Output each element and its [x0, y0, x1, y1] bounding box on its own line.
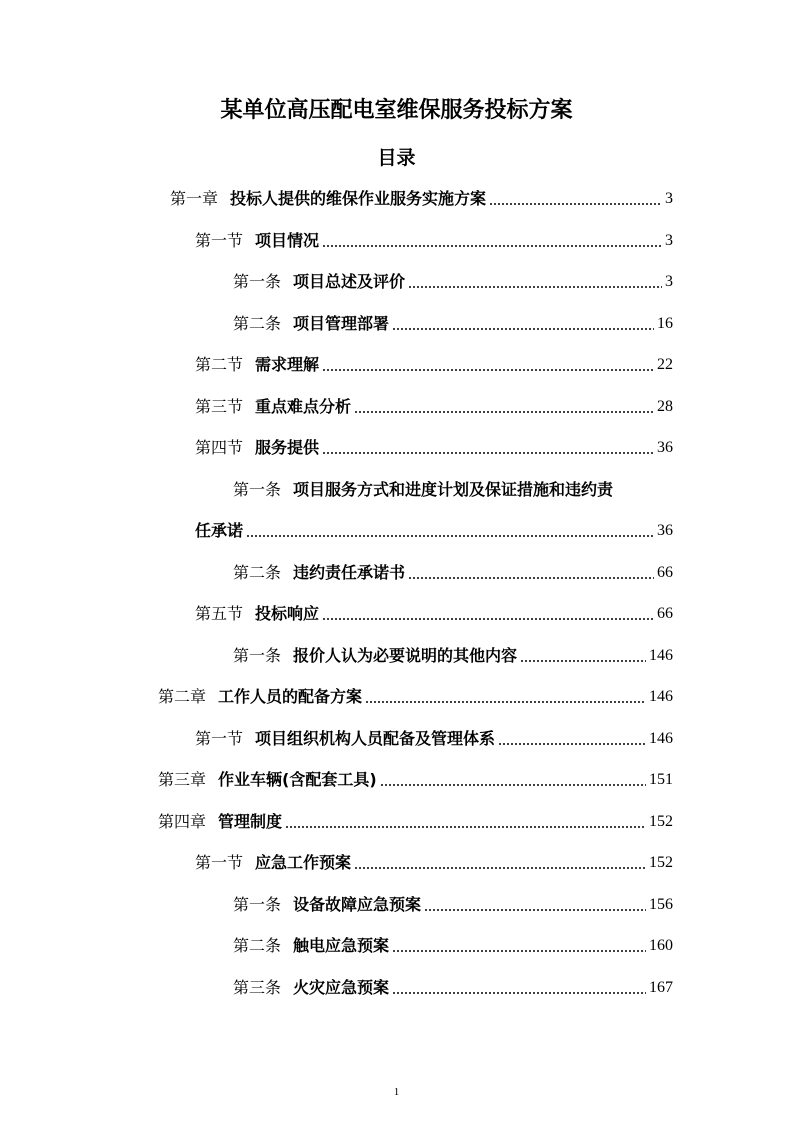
toc-leader-dots — [408, 286, 662, 288]
toc-entry-section[interactable] — [195, 350, 673, 376]
toc-leader-dots — [246, 535, 654, 537]
toc-entry-page: 3 — [665, 232, 673, 249]
toc-entry-text: 项目组织机构人员配备及管理体系 — [255, 729, 496, 748]
toc-entry-number: 第三条 — [233, 978, 282, 997]
toc-entry-page: 3 — [665, 273, 673, 290]
toc-entry-number: 第二条 — [233, 314, 282, 333]
toc-entry-text: 触电应急预案 — [293, 936, 390, 955]
toc-entry-text: 设备故障应急预案 — [293, 895, 422, 914]
toc-leader-dots — [322, 452, 654, 454]
toc-entry-article[interactable] — [233, 931, 673, 957]
toc-entry-chapter[interactable] — [158, 807, 673, 833]
toc-entry-text: 服务提供 — [255, 438, 320, 457]
toc-entry-page: 36 — [657, 522, 673, 539]
toc-leader-dots — [354, 867, 646, 869]
toc-leader-dots — [365, 701, 646, 703]
toc-entry-chapter[interactable] — [158, 765, 673, 791]
toc-leader-dots — [322, 245, 662, 247]
toc-entry-text: 管理制度 — [218, 812, 283, 831]
toc-entry-page: 160 — [649, 937, 673, 954]
toc-entry-page: 146 — [649, 730, 673, 747]
toc-entry-page: 152 — [649, 813, 673, 830]
toc-entry-page: 22 — [657, 356, 673, 373]
toc-entry-continuation[interactable] — [195, 516, 673, 542]
toc-entry-text: 投标响应 — [255, 604, 320, 623]
toc-entry-text: 报价人认为必要说明的其他内容 — [293, 646, 518, 665]
toc-entry-section[interactable] — [195, 433, 673, 459]
toc-entry-text: 需求理解 — [255, 355, 320, 374]
toc-entry-number: 第一条 — [233, 895, 282, 914]
toc-entry-number: 第一节 — [195, 231, 244, 250]
toc-leader-dots — [424, 909, 646, 911]
toc-leader-dots — [322, 369, 654, 371]
toc-entry-text: 作业车辆(含配套工具) — [218, 770, 377, 789]
toc-entry-number: 第一条 — [233, 646, 282, 665]
toc-entry-number: 第二条 — [233, 936, 282, 955]
toc-entry-number: 第一节 — [195, 853, 244, 872]
toc-entry-page: 66 — [657, 564, 673, 581]
toc-entry-text: 应急工作预案 — [255, 853, 352, 872]
toc-entry-section[interactable] — [195, 226, 673, 252]
toc-entry-text: 任承诺 — [195, 521, 244, 540]
document-title: 某单位高压配电室维保服务投标方案 — [220, 98, 573, 123]
toc-entry-text: 项目服务方式和进度计划及保证措施和违约责 — [293, 480, 614, 499]
toc-entry-section[interactable] — [195, 724, 673, 750]
toc-entry-page: 16 — [657, 315, 673, 332]
toc-entry-text: 投标人提供的维保作业服务实施方案 — [230, 189, 487, 208]
toc-entry-page: 146 — [649, 688, 673, 705]
toc-entry-page: 156 — [649, 896, 673, 913]
toc-leader-dots — [408, 577, 654, 579]
toc-leader-dots — [392, 992, 646, 994]
toc-entry-number: 第五节 — [195, 604, 244, 623]
toc-entry-article[interactable] — [233, 558, 673, 584]
toc-entry-section[interactable] — [195, 848, 673, 874]
toc-entry-page: 3 — [665, 190, 673, 207]
toc-leader-dots — [498, 743, 646, 745]
toc-entry-page: 28 — [657, 398, 673, 415]
toc-entry-article[interactable] — [233, 475, 673, 501]
toc-entry-page: 66 — [657, 605, 673, 622]
toc-entry-number: 第一节 — [195, 729, 244, 748]
toc-entry-page: 167 — [649, 979, 673, 996]
toc-entry-chapter[interactable] — [158, 682, 673, 708]
toc-leader-dots — [380, 784, 646, 786]
toc-entry-article[interactable] — [233, 267, 673, 293]
toc-entry-text: 项目总述及评价 — [293, 272, 406, 291]
toc-entry-page: 152 — [649, 854, 673, 871]
toc-entry-section[interactable] — [195, 599, 673, 625]
toc-entry-article[interactable] — [233, 641, 673, 667]
toc-entry-number: 第三节 — [195, 397, 244, 416]
toc-leader-dots — [322, 618, 654, 620]
toc-entry-number: 第二章 — [158, 687, 207, 706]
toc-entry-number: 第三章 — [158, 770, 207, 789]
toc-leader-dots — [392, 950, 646, 952]
toc-entry-article[interactable] — [233, 973, 673, 999]
toc-leader-dots — [392, 328, 654, 330]
toc-leader-dots — [520, 660, 646, 662]
toc-entry-page: 151 — [649, 771, 673, 788]
toc-leader-dots — [354, 411, 654, 413]
toc-entry-page: 36 — [657, 439, 673, 456]
toc-entry-chapter[interactable] — [170, 184, 673, 210]
toc-entry-text: 火灾应急预案 — [293, 978, 390, 997]
toc-leader-dots — [285, 826, 646, 828]
toc-entry-article[interactable] — [233, 890, 673, 916]
toc-heading: 目录 — [377, 147, 416, 169]
toc-entry-number: 第四节 — [195, 438, 244, 457]
toc-entry-number: 第一章 — [170, 189, 219, 208]
toc-entry-page: 146 — [649, 647, 673, 664]
toc-entry-text: 重点难点分析 — [255, 397, 352, 416]
toc-entry-number: 第一条 — [233, 272, 282, 291]
toc-entry-text: 项目管理部署 — [293, 314, 390, 333]
toc-entry-number: 第四章 — [158, 812, 207, 831]
toc-entry-section[interactable] — [195, 392, 673, 418]
toc-entry-text: 项目情况 — [255, 231, 320, 250]
toc-entry-number: 第二条 — [233, 563, 282, 582]
toc-entry-number: 第一条 — [233, 480, 282, 499]
toc-entry-number: 第二节 — [195, 355, 244, 374]
toc-entry-text: 违约责任承诺书 — [293, 563, 406, 582]
toc-entry-article[interactable] — [233, 309, 673, 335]
footer-page-number: 1 — [393, 1086, 400, 1098]
toc-entry-text: 工作人员的配备方案 — [218, 687, 363, 706]
toc-leader-dots — [489, 203, 662, 205]
